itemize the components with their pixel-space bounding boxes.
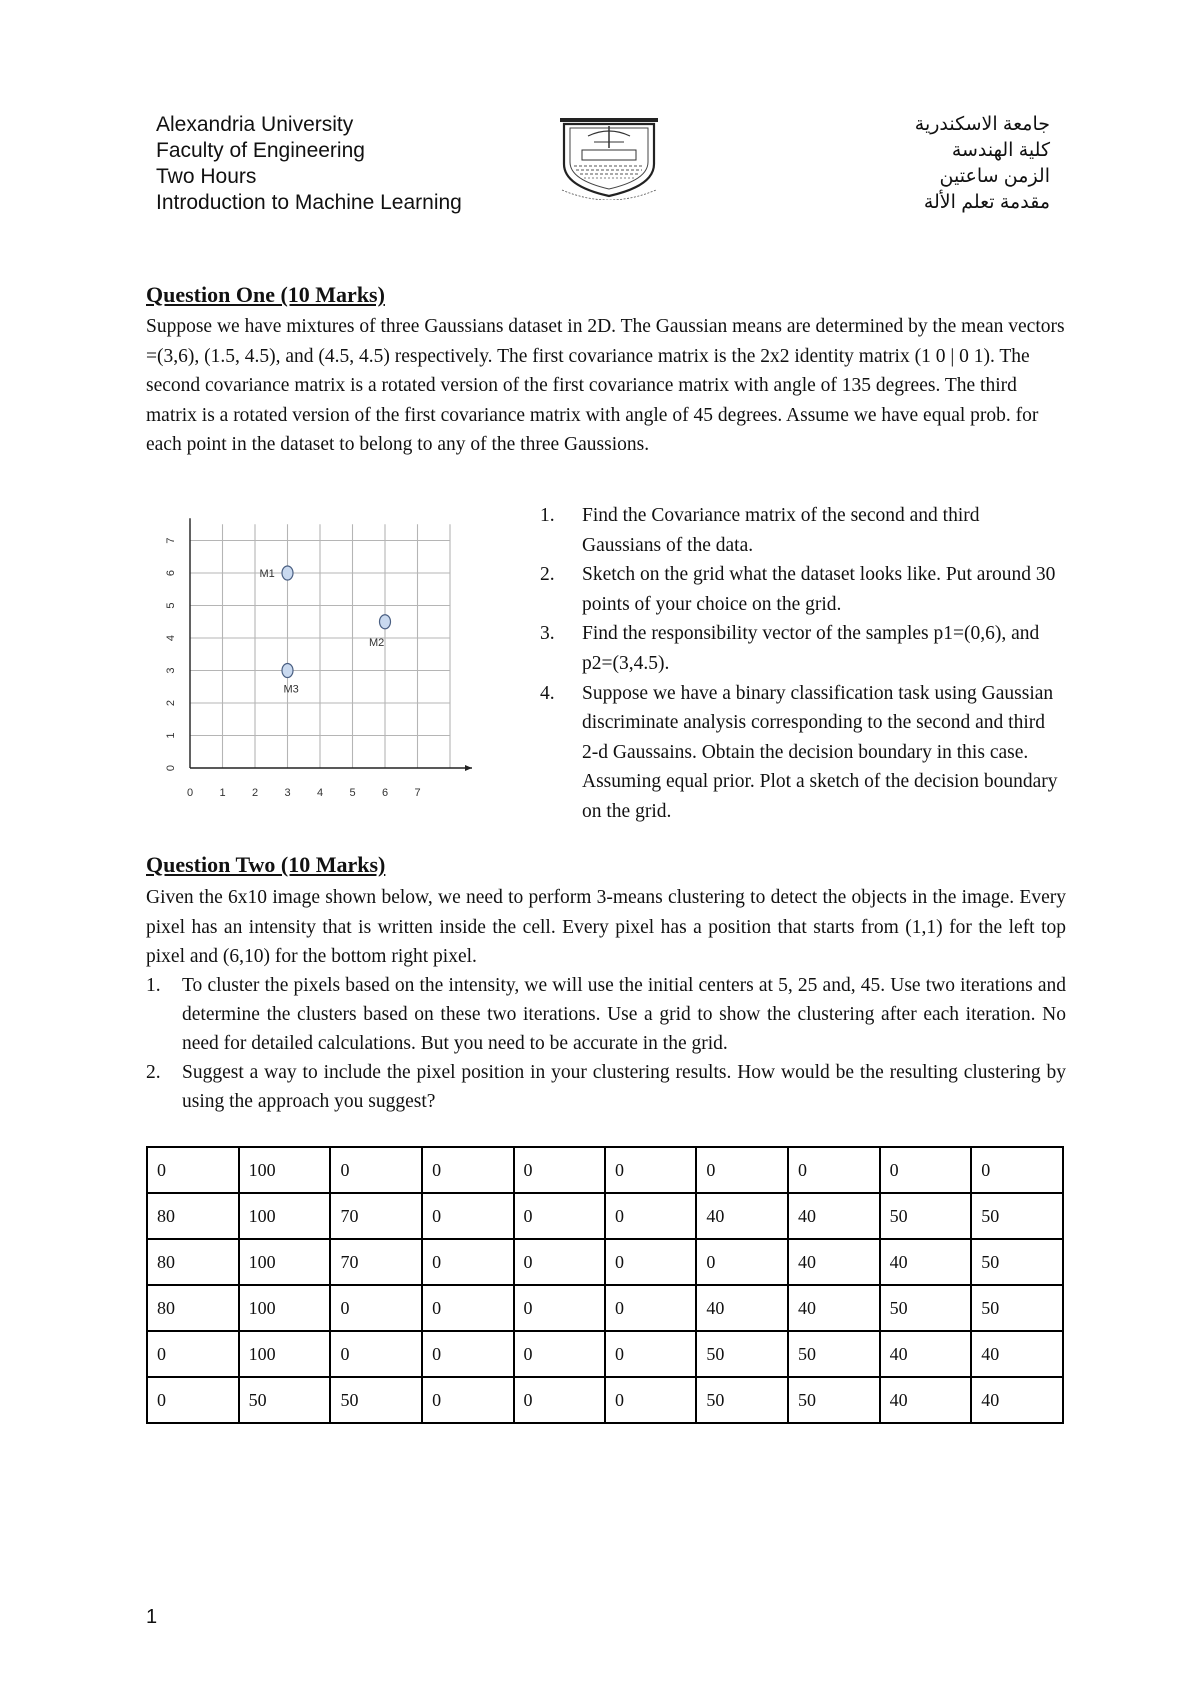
table-cell: 0 [422,1239,513,1285]
x-tick-label: 1 [219,787,226,799]
table-cell: 0 [605,1239,696,1285]
q1-title: Question One (10 Marks) [146,282,385,307]
table-row [147,1285,1063,1331]
table-cell: 0 [422,1193,513,1239]
table-cell: 100 [239,1285,331,1331]
table-cell: 50 [788,1331,880,1377]
q1-item-text: Find the responsibility vector of the samples p1=(0,6), and p2=(3,4.5). [582,623,1040,674]
x-tick-label: 5 [349,787,356,799]
table-cell: 0 [605,1377,696,1423]
q1-item [540,501,1060,560]
table-cell: 40 [788,1193,880,1239]
mean-point-label: M2 [369,636,385,649]
table-cell: 70 [330,1239,422,1285]
table-cell: 50 [971,1193,1063,1239]
q2-title: Question Two (10 Marks) [146,852,386,877]
x-tick-label: 4 [317,787,324,799]
q1-item [540,619,1060,678]
table-cell: 40 [880,1239,972,1285]
page-number: 1 [146,1606,158,1628]
table-row [147,1147,1063,1193]
table-cell: 0 [514,1147,605,1193]
table-cell: 100 [239,1147,331,1193]
table-cell: 50 [880,1285,972,1331]
table-cell: 40 [971,1331,1063,1377]
table-cell: 0 [971,1147,1063,1193]
table-cell: 50 [330,1377,422,1423]
q2-item [146,1058,1066,1116]
y-tick-label: 4 [165,634,177,642]
q1-item-number: 2. [540,564,555,586]
q1-item-text: Find the Covariance matrix of the second and third Gaussians of the data. [582,505,980,556]
table-cell: 0 [422,1285,513,1331]
q1-item-text: Suppose we have a binary classification task using Gaussian discriminate analysis corresponding to the second and third 2-d Gaussains. Obtain the decision boundary in this case. Assuming equal prior. Plot a sketch of the decision boundary on the grid. [582,682,1058,822]
y-tick-label: 3 [165,667,177,674]
table-cell: 0 [147,1377,239,1423]
table-cell: 0 [605,1147,696,1193]
y-tick-label: 1 [165,732,177,739]
table-cell: 80 [147,1285,239,1331]
table-cell: 50 [788,1377,880,1423]
q1-intro: Suppose we have mixtures of three Gaussians dataset in 2D. The Gaussian means are determined by the mean vectors =(3,6), (1.5, 4.5), and (4.5, 4.5) respectively. The first covariance matrix is the 2x2 identity matrix (1 0 | 0 1). The second covariance matrix is a rotated version of the first covariance matrix with angle of 135 degrees. The third matrix is a rotated version of the first covariance matrix with angle of 45 degrees. Assume we have equal prob. for each point in the dataset to belong to any of the three Gaussions. [146,316,1065,456]
table-cell: 0 [514,1193,605,1239]
table-cell: 0 [422,1147,513,1193]
x-tick-label: 2 [252,787,259,799]
table-cell: 0 [880,1147,972,1193]
x-tick-label: 0 [187,787,194,799]
table-row [147,1239,1063,1285]
y-tick-label: 2 [165,699,177,707]
pixel-intensity-table [146,1146,1064,1424]
table-cell: 0 [514,1285,605,1331]
table-row [147,1377,1063,1423]
table-cell: 0 [514,1377,605,1423]
table-cell: 40 [880,1331,972,1377]
table-cell: 50 [971,1285,1063,1331]
q1-item-number: 3. [540,623,555,645]
table-cell: 70 [330,1193,422,1239]
table-cell: 50 [696,1377,788,1423]
mean-point-label: M1 [259,568,275,580]
table-row [147,1193,1063,1239]
table-cell: 100 [239,1331,331,1377]
x-axis-arrow [465,765,472,771]
exam-duration: Two Hours [156,165,257,188]
table-cell: 0 [147,1147,239,1193]
x-tick-label: 7 [414,787,421,799]
q1-item-list [540,501,1060,827]
table-cell: 0 [788,1147,880,1193]
table-cell: 100 [239,1193,331,1239]
y-tick-label: 5 [165,602,177,609]
university-crest-icon [558,112,660,200]
table-cell: 0 [422,1377,513,1423]
table-cell: 0 [147,1331,239,1377]
table-cell: 0 [605,1285,696,1331]
mean-point-m2 [380,615,391,629]
table-cell: 0 [514,1331,605,1377]
table-cell: 100 [239,1239,331,1285]
course-name: Introduction to Machine Learning [156,191,462,214]
q2-item-text: Suggest a way to include the pixel position in your clustering results. How would be the resulting clustering by using the approach you suggest? [182,1062,1066,1112]
course-name-ar: مقدمة تعلم الألة [923,192,1050,213]
x-tick-label: 6 [382,787,389,799]
table-cell: 0 [514,1239,605,1285]
table-cell: 0 [330,1331,422,1377]
q2-item-number: 2. [146,1062,161,1083]
q2-item-list [146,971,1066,1116]
q2-item [146,971,1066,1058]
table-cell: 80 [147,1193,239,1239]
mean-point-m1 [282,566,293,580]
table-cell: 80 [147,1239,239,1285]
y-tick-label: 0 [165,764,177,772]
q2-item-number: 1. [146,975,161,996]
q1-item-number: 4. [540,682,555,704]
university-name: Alexandria University [156,113,354,136]
header-left [156,112,462,216]
table-cell: 40 [971,1377,1063,1423]
table-cell: 40 [788,1285,880,1331]
table-cell: 50 [696,1331,788,1377]
faculty-name-ar: كلية الهندسة [951,140,1050,161]
table-cell: 0 [330,1285,422,1331]
y-tick-label: 7 [165,537,177,544]
table-cell: 0 [422,1331,513,1377]
table-cell: 40 [880,1377,972,1423]
faculty-name: Faculty of Engineering [156,139,365,162]
q2-intro: Given the 6x10 image shown below, we need to perform 3-means clustering to detect the objects in the image. Every pixel has an intensity that is written inside the cell. Every pixel has a position that starts from (1,1) for the left top pixel and (6,10) for the bottom right pixel. [146,887,1066,968]
table-cell: 0 [605,1193,696,1239]
y-tick-label: 6 [165,569,177,577]
q2-item-text: To cluster the pixels based on the intensity, we will use the initial centers at 5, 25 and, 45. Use two iterations and determine the clusters based on these two iterations. Use a grid to show the clustering after each iteration. No need for detailed calculations. But you need to be accurate in the grid. [182,975,1066,1054]
q1-item [540,679,1060,827]
exam-duration-ar: الزمن ساعتين [939,166,1050,187]
q1-item [540,560,1060,619]
q1-item-number: 1. [540,505,555,526]
table-cell: 0 [696,1239,788,1285]
table-cell: 0 [330,1147,422,1193]
q1-item-text: Sketch on the grid what the dataset looks like. Put around 30 points of your choice on the grid. [582,564,1056,615]
table-cell: 50 [239,1377,331,1423]
table-cell: 50 [971,1239,1063,1285]
table-row [147,1331,1063,1377]
header-right [915,112,1050,216]
table-cell: 40 [788,1239,880,1285]
x-tick-label: 3 [284,787,291,799]
table-cell: 0 [696,1147,788,1193]
university-name-ar: جامعة الاسكندرية [914,114,1050,135]
gaussian-means-plot [160,496,480,806]
table-cell: 50 [880,1193,972,1239]
table-cell: 40 [696,1193,788,1239]
mean-point-label: M3 [283,683,299,696]
table-cell: 0 [605,1331,696,1377]
table-cell: 40 [696,1285,788,1331]
mean-point-m3 [282,664,293,678]
